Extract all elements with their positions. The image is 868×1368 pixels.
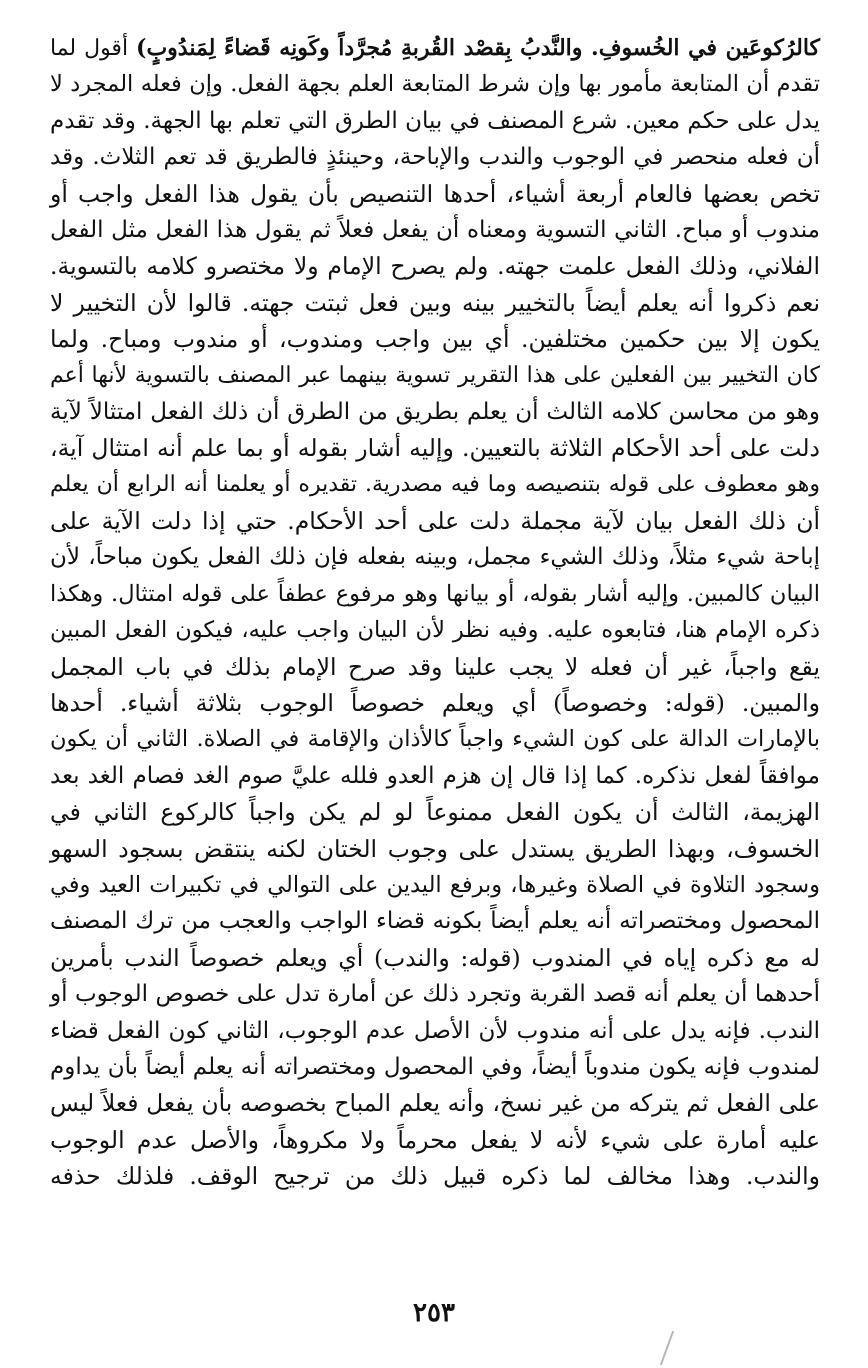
text-line (50, 394, 820, 430)
commentary-text: أن فعله منحصر في الوجوب والندب والإباحة، وحينئذٍ فالطريق قد تعم الثلاث. وقد (50, 144, 820, 171)
text-line (50, 321, 820, 357)
text-line (50, 503, 820, 539)
commentary-text: دلت على أحد الأحكام الثلاثة بالتعيين. وإليه أشار بقوله أو بما علم أنه امتثال آية، (50, 434, 820, 463)
text-line (50, 467, 820, 503)
commentary-text: نعم ذكروا أنه يعلم أيضاً بالتخيير بينه وبين فعل ثبتت جهته. قالوا لأن التخيير لا (50, 288, 820, 317)
commentary-text: والندب. وهذا مخالف لما ذكره قبيل ذلك من ترجيح الوقف. فلذلك حذفه (50, 1162, 820, 1191)
commentary-text: وهو من محاسن كلامه الثالث أن يعلم بطريق من الطرق أن ذلك الفعل امتثالاً لآية (50, 398, 820, 425)
text-line (50, 831, 820, 867)
text-line (50, 1085, 820, 1121)
text-line (50, 940, 820, 976)
text-line (50, 358, 820, 394)
text-line (50, 1122, 820, 1158)
text-line (50, 139, 820, 175)
text-line (50, 612, 820, 648)
commentary-text: البيان كالمبين. وإليه أشار بقوله، أو بيانها وهو مرفوع عطفاً على قوله امتثال. وهكذا (50, 580, 820, 607)
text-line (50, 685, 820, 721)
text-line (50, 66, 820, 102)
commentary-text: أن ذلك الفعل بيان لآية مجملة دلت على أحد الأحكام. حتي إذا دلت الآية على (50, 507, 820, 536)
text-line (50, 248, 820, 284)
commentary-text: عليه أمارة على شيء لأنه لا يفعل محرماً ولا مكروهاً، والأصل عدم الوجوب (50, 1125, 820, 1154)
commentary-text: موافقاً لفعل نذكره. كما إذا قال إن هزم العدو فلله عليَّ صوم الغد فصام الغد بعد (50, 762, 820, 789)
commentary-text: مندوب أو مباح. الثاني التسوية ومعناه أن يفعل فعلاً ثم يقول هذا الفعل مثل الفعل (50, 216, 820, 243)
text-line (50, 539, 820, 575)
text-line (50, 758, 820, 794)
text-line (50, 1158, 820, 1194)
text-line (50, 176, 820, 212)
page-number: ٢٥٣ (413, 1298, 455, 1328)
commentary-text: إباحة شيء مثلاً، وذلك الشيء مجمل، وبينه بفعله فإن ذلك الفعل يكون مباحاً، لأن (50, 544, 820, 571)
commentary-text: والمبين. (قوله: وخصوصاً) أي ويعلم خصوصاً الوجوب بثلاثة أشياء. أحدها (50, 689, 820, 718)
text-line (50, 576, 820, 612)
text-line (50, 430, 820, 466)
text-line (50, 1013, 820, 1049)
commentary-text: بالإمارات الدالة على كون الشيء واجباً كالأذان والإقامة في الصلاة. الثاني أن يكون (50, 726, 820, 753)
text-line (50, 285, 820, 321)
commentary-text: ذكره الإمام هنا، فتابعوه عليه. وفيه نظر لأن البيان واجب عليه، فيكون الفعل المبين (50, 617, 820, 644)
commentary-text: أحدهما أن يعلم أنه قصد القربة وتجرد ذلك عن أمارة تدل على خصوص الوجوب أو (50, 981, 820, 1008)
text-line (50, 794, 820, 830)
commentary-text: يقع واجباً، غير أن فعله لا يجب علينا وقد صرح الإمام بذلك في باب المجمل (50, 652, 820, 681)
commentary-text: تخص بعضها فالعام أربعة أشياء، أحدها التنصيص بأن يقول هذا الفعل واجب أو (50, 179, 820, 208)
text-line (50, 30, 820, 66)
text-line (50, 903, 820, 939)
commentary-text: وسجود التلاوة في الصلاة وغيرها، وبرفع اليدين على التوالي في تكبيرات العيد وفي (50, 871, 820, 898)
quoted-matn: كالرُكوعَين في الخُسوفِ. والنَّدبُ بِقصْد القُربةِ مُجرَّداً وكَونِه قَضاءً لِمَندُوبٍ) (136, 35, 820, 61)
commentary-text: الندب. فإنه يدل على أنه مندوب لأن الأصل عدم الوجوب، الثاني كون الفعل قضاء (50, 1017, 820, 1044)
commentary-text: له مع ذكره إياه في المندوب (قوله: والندب) أي ويعلم خصوصاً الندب بأمرين (50, 943, 820, 972)
commentary-text: الفلاني، وذلك الفعل علمت جهته. ولم يصرح الإمام ولا مختصرو كلامه بالتسوية. (50, 252, 820, 281)
commentary-text: المحصول ومختصراته أنه يعلم أيضاً بكونه قضاء الواجب والعجب من ترك المصنف (50, 908, 820, 935)
body-text (50, 30, 820, 1195)
commentary-text: كان التخيير بين الفعلين على هذا التقرير تسوية بينهما عبر المصنف بالتسوية لأنها أعم (50, 362, 820, 388)
scan-mark (660, 1331, 674, 1366)
commentary-text: على الفعل ثم يتركه من غير نسخ، وأنه يعلم المباح بخصوصه بأن يفعل فعلاً ليس (50, 1089, 820, 1118)
commentary-text: يكون إلا بين حكمين مختلفين. أي بين واجب ومندوب، أو مندوب ومباح. ولما (50, 325, 820, 354)
commentary-text: تقدم أن المتابعة مأمور بها وإن شرط المتابعة العلم بجهة الفعل. وإن فعله المجرد لا (50, 71, 820, 98)
text-line (50, 976, 820, 1012)
text-line (50, 867, 820, 903)
commentary-text: يدل على حكم معين. شرع المصنف في بيان الطرق التي تعلم بها الجهة. وقد تقدم (50, 107, 820, 134)
text-line (50, 721, 820, 757)
commentary-text: لمندوب فإنه يكون مندوباً أيضاً، وفي المحصول ومختصراته أنه يعلم أيضاً بأن يداوم (50, 1053, 820, 1080)
text-line (50, 212, 820, 248)
text-line (50, 1049, 820, 1085)
text-line (50, 649, 820, 685)
text-line (50, 103, 820, 139)
commentary-text: أقول لما (50, 36, 137, 61)
commentary-text: الخسوف، وبهذا الطريق يستدل على وجوب الختان لكنه ينتقض بسجود السهو (50, 834, 820, 863)
commentary-text: وهو معطوف على قوله بتنصيصه وما فيه مصدرية. تقديره أو يعلمنا أنه الرابع أن يعلم (50, 471, 820, 497)
commentary-text: الهزيمة، الثالث أن يكون الفعل ممنوعاً لو لم يكن واجباً كالركوع الثاني في (50, 798, 820, 827)
